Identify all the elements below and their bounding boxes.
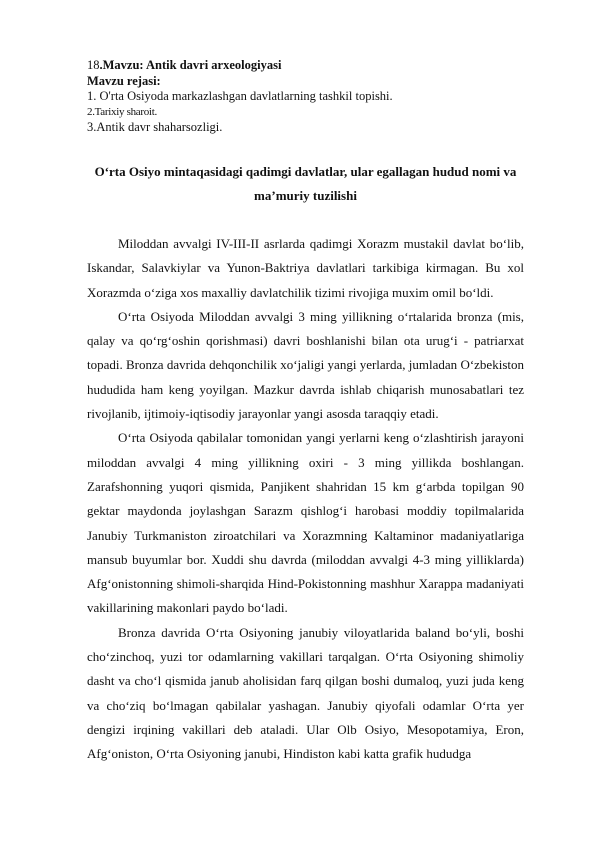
section-title: O‘rta Osiyo mintaqasidagi qadimgi davlatlar, ular egallagan hudud nomi va ma’muriy tuzilishi bbox=[94, 164, 517, 203]
paragraph-2: O‘rta Osiyoda Miloddan avvalgi 3 ming yillikning o‘rtalarida bronza (mis, qalay va qo‘rg‘oshin qorishmasi) davri boshlanishi bilan ota urug‘i - patriarxat topadi. Bronza davrida dehqonchilik xo‘jaligi yangi yerlarda, jumladan O‘zbekiston hududida ham keng yoyilgan. Mazkur davrda ishlab chiqarish munosabatlari tez rivojlanib, ijtimoiy-iqtisodiy jarayonlar yangi asosda taraqqiy etadi. bbox=[87, 308, 524, 422]
plan-label: Mavzu rejasi: bbox=[87, 73, 161, 88]
plan-item-3: 3.Antik davr shaharsozligi. bbox=[87, 120, 223, 134]
topic-number: 18 bbox=[87, 58, 100, 72]
paragraph-4: Bronza davrida O‘rta Osiyoning janubiy viloyatlarida baland bo‘yli, boshi cho‘zinchoq, yuzi tor odamlarning vakillari tarqalgan. O‘rta Osiyoning shimoliy dasht va cho‘l qismida janub aholisidan farq qilgan boshi dumaloq, yuzi juda keng va cho‘ziq bo‘lmagan qabilalar yashagan. Janubiy qiyofali odamlar O‘rta yer dengizi irqining vakillari deb ataladi. Ular Olb Osiyo, Mesopotamiya, Eron, Afg‘oniston, O‘rta Osiyoning janubi, Hindiston kabi katta grafik hududga bbox=[87, 624, 524, 762]
plan-item-2: 2.Tarixiy sharoit. bbox=[87, 105, 157, 118]
plan-item-1: 1. O'rta Osiyoda markazlashgan davlatlarning tashkil topishi. bbox=[87, 89, 393, 103]
paragraph-3: O‘rta Osiyoda qabilalar tomonidan yangi yerlarni keng o‘zlashtirish jarayoni miloddan avvalgi 4 ming yillikning oxiri - 3 ming yillikda boshlangan. Zarafshonning yuqori qismida, Panjikent shahridan 15 km g‘arbda topilgan 90 gektar maydonda joylashgan Sarazm qishlog‘i harobasi moddiy topilmalarida Janubiy Turkmaniston ziroatchilari va Xorazmning Kaltaminor madaniyatlariga mansub buyumlar bor. Xuddi shu davrda (miloddan avvalgi 4-3 ming yilliklarda) Afg‘onistonning shimoli-sharqida Hind-Pokistonning mashhur Xarappa madaniyati vakillarining makonlari paydo bo‘ladi. bbox=[87, 430, 524, 616]
document-body bbox=[87, 232, 524, 767]
lecture-header bbox=[87, 58, 527, 136]
paragraph-1: Miloddan avvalgi IV-III-II asrlarda qadimgi Xorazm mustakil davlat bo‘lib, Iskandar, Salavkiylar va Yunon-Baktriya davlatlari tarkibiga kirmagan. Bu xol Xorazmda o‘ziga xos maxalliy davlatchilik tizimi rivojiga muxim omil bo‘ldi. bbox=[87, 236, 524, 300]
topic-title: .Mavzu: Antik davri arxeologiyasi bbox=[99, 58, 282, 72]
topic-heading bbox=[87, 58, 527, 74]
